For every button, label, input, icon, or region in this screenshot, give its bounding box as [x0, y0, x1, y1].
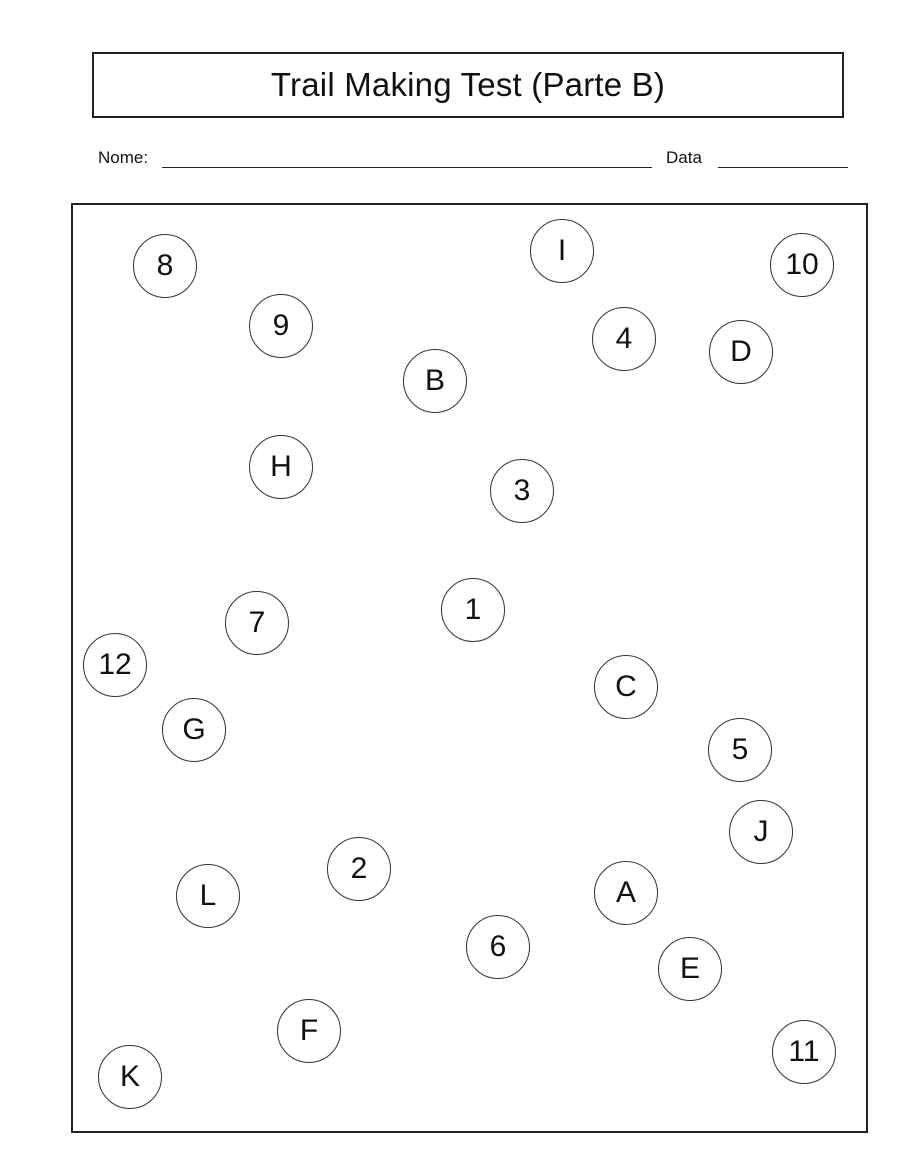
circle-node[interactable]: 1: [441, 578, 505, 642]
circle-node[interactable]: C: [594, 655, 658, 719]
circle-node[interactable]: G: [162, 698, 226, 762]
name-label: Nome:: [98, 148, 149, 167]
circle-node[interactable]: 6: [466, 915, 530, 979]
circle-node[interactable]: H: [249, 435, 313, 499]
circle-node[interactable]: B: [403, 349, 467, 413]
title-box: [92, 52, 844, 118]
circle-node[interactable]: 12: [83, 633, 147, 697]
circle-node[interactable]: 4: [592, 307, 656, 371]
circle-node[interactable]: 5: [708, 718, 772, 782]
circle-node[interactable]: 3: [490, 459, 554, 523]
circle-node[interactable]: 7: [225, 591, 289, 655]
circle-node[interactable]: 9: [249, 294, 313, 358]
date-label: Data: [666, 148, 702, 167]
circle-node[interactable]: 10: [770, 233, 834, 297]
test-area: [71, 203, 868, 1133]
circle-node[interactable]: D: [709, 320, 773, 384]
name-field[interactable]: [162, 167, 652, 168]
circle-node[interactable]: 8: [133, 234, 197, 298]
page-title: Trail Making Test (Parte B): [270, 66, 666, 103]
circle-node[interactable]: E: [658, 937, 722, 1001]
circle-node[interactable]: 11: [772, 1020, 836, 1084]
circle-node[interactable]: J: [729, 800, 793, 864]
circle-node[interactable]: I: [530, 219, 594, 283]
circle-node[interactable]: A: [594, 861, 658, 925]
circle-node[interactable]: L: [176, 864, 240, 928]
circle-node[interactable]: K: [98, 1045, 162, 1109]
form-row: [98, 146, 850, 174]
date-field[interactable]: [718, 167, 848, 168]
circle-node[interactable]: F: [277, 999, 341, 1063]
circle-node[interactable]: 2: [327, 837, 391, 901]
